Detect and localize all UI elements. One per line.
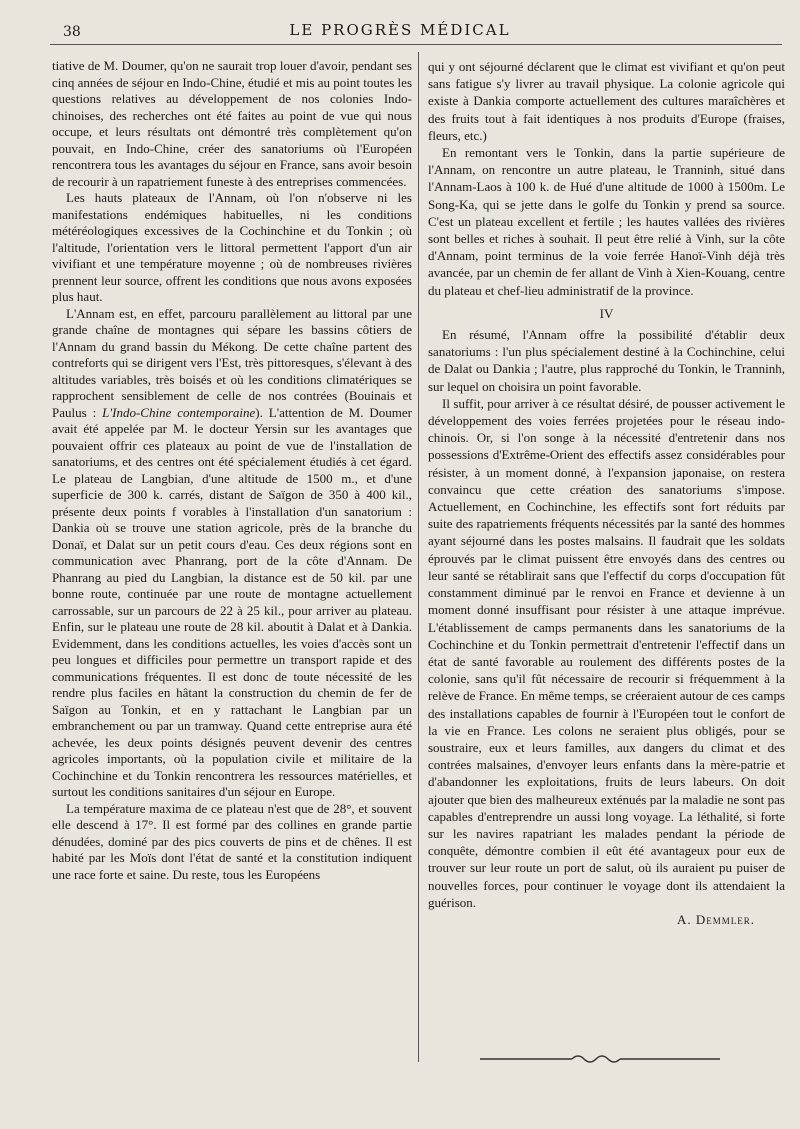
- page-number: 38: [63, 24, 81, 40]
- paragraph-text: ). L'attention de M. Doumer avait été appelée par M. le docteur Yersin sur les avantages que pouvaient offrir ces plateaux au point de vue de l'installation de sanatoriums, et des centres ont été spécialement étudiés à cet égard. Le plateau de Langbian, d'une altitude de 1500 m., et d'une superficie de 300 k. carrés, distant de Saïgon de 350 à 400 kil., présente deux points f vorables à l'installation d'un sanatorium : Dankia où se trouve une station agricole, près de la branche du Donaï, et Dalat sur un petit cours d'eau. Ces deux régions sont en communication avec Phanrang, port de la côte d'Annam. De Phanrang au pied du Langbian, la distance est de 50 kil. par une bonne route, continuée par une route de montagne actuellement carrossable, sur un parcours de 22 à 25 kil., pour arriver au plateau. Enfin, sur le plateau une route de 28 kil. aboutit à Dalat et à Dankia. Evidemment, dans les conditions actuelles, les voies d'accès sont un peu longues et difficiles pour permettre un transport rapide et des communications fréquentes. Il est donc de toute nécessité de les rendre plus faciles en hâtant la construction du chemin de fer de Saïgon au Tonkin, et en y rattachant le Langbian par un embranchement ou par un tramway. Quand cette entreprise aura été achevée, les deux points désignés peuvent devenir des centres agricoles importants, où la population civile et militaire de la Cochinchine et du Tonkin rencontrera les ressources matérielles, et surtout les conditions sanitaires d'un séjour en Europe.: [52, 404, 413, 799]
- book-title: L'Indo-Chine contemporaine: [102, 404, 256, 420]
- page-header: [0, 0, 800, 46]
- running-title: LE PROGRÈS MÉDICAL: [289, 21, 511, 39]
- right-column: [428, 58, 785, 1058]
- author-signature: A. Demmler.: [676, 911, 755, 927]
- paragraph: La température maxima de ce plateau n'est que de 28°, et souvent elle descend à 17°. Il est formé par des collines en grande partie dénudées, dominé par des pics couverts de pins et de chênes. Il est habité par les Moïs dont l'état de santé et la constitution indiquent une race forte et saine. Du reste, tous les Européens: [52, 800, 412, 882]
- left-column: [52, 58, 412, 1068]
- paragraph: Il suffit, pour arriver à ce résultat désiré, de pousser activement le développement des voies ferrées projetées pour le réseau indo-chinois. Or, si l'on songe à la nécessité d'entretenir dans nos possessions d'Extrême-Orient des effectifs assez considérables pour résister, à un moment donné, à l'expansion japonaise, on restera convaincu que cette création des sanatoriums s'impose. Actuellement, en Cochinchine, les effectifs sont fort réduits par suite des rapatriements fréquents nécessités par la santé des hommes ayant séjourné dans les postes malsains. Il faudrait que les soldats éprouvés par le climat puissent être envoyés dans des centres ou leur santé se rétablirait sans que l'effectif du corps d'occupation fût constamment diminué par le renvoi en France et devienne à un moment donné insuffisant pour résister à une attaque imprévue. L'établissement de camps permanents dans les sanatoriums de la Cochinchine et du Tonkin permettrait d'entretenir l'effectif dans un état de santé favorable au roulement des différents postes de la colonie, sans qu'il fût nécessaire de recourir si fréquemment à la relève de France. En même temps, se créeraient autour de ces camps des installations capables de fournir à l'Européen tout le confort de la vie en France. Les colons ne seraient plus obligés, pour se soustraire, eux et leurs familles, aux dangers du climat et des contrées malsaines, d'envoyer leurs enfants dans la mère-patrie et d'abandonner les exploitations, fruits de leurs labeurs. On doit ajouter que bien des malheureux exténués par la maladie ne sont pas capables d'entreprendre un aussi long voyage. La léthalité, si forte sur les navires rapatriant les malades pendant la période de conquête, démontre combien il eût été avantageux pour eux de trouver sur leur route un port de salut, où ils auraient pu puiser de nouvelles forces, pour continuer le voyage dont ils attendaient la guérison.: [428, 395, 785, 910]
- end-ornament: [480, 1052, 720, 1066]
- paragraph: tiative de M. Doumer, qu'on ne saurait trop louer d'avoir, pendant ses cinq années de séjour en Indo-Chine, étudié et mis au point toutes les questions relatives au développement de nos colonies Indo-chinoises, des recherches ont été faites au point de vue qui nous occupe, et leurs résultats ont démontré très complètement qu'on pouvait, en Indo-Chine, créer des sanatoriums où l'Européen rencontrera tous les avantages du séjour en France, sans avoir besoin de recourir à un rapatriement funeste à des entreprises commencées.: [52, 58, 412, 189]
- paragraph-text: L'Annam est, en effet, parcouru parallèlement au littoral par une grande chaîne de montagnes qui sépare les bassins côtiers de l'Annam du grand bassin du Mékong. De cette chaîne partent des contreforts qui se dirigent vers l'Est, très pittoresques, s'élevant à des altitudes variables, très boisés et où les conditions climatériques se rapprochent sensiblement de celle de nos contrées (Bouinais et Paulus :: [52, 305, 412, 420]
- section-number: IV: [599, 305, 614, 321]
- paragraph: Les hauts plateaux de l'Annam, où l'on n'observe ni les manifestations endémiques habituelles, ni les conditions météréologiques excessives de la Cochinchine et du Tonkin ; où l'altitude, l'orientation vers le littoral permettent l'apport d'un air vivifiant et une température moyenne ; où de nombreuses rivières prennent leur source, offrent les conditions que nous avons exposées plus haut.: [52, 190, 412, 304]
- paragraph: qui y ont séjourné déclarent que le climat est vivifiant et qu'on peut sans fatigue s'y livrer au travail physique. La colonie agricole qui existe à Dankia comporte actuellement des cultures maraîchères et des fruits tout à fait identiques à nos produits d'Europe (fraises, fleurs, etc.): [428, 59, 785, 143]
- header-rule: [50, 44, 782, 45]
- paragraph: En résumé, l'Annam offre la possibilité d'établir deux sanatoriums : l'un plus spécialement destiné à la Cochinchine, celui de Dalat ou Dankia ; l'autre, plus rapproché du Tonkin, le Tranninh, sur lequel on choisira un point favorable.: [428, 327, 785, 394]
- paragraph: En remontant vers le Tonkin, dans la partie supérieure de l'Annam, on rencontre un autre plateau, le Tranninh, situé dans l'Annam-Laos à 100 k. de Hué d'une altitude de 1000 à 1500m. Le Song-Ka, qui se jette dans le golfe du Tonkin y prend sa source. C'est un plateau excellent et fertile ; les hautes vallées des rivières sont belles et riches à souhait. Il peut être relié à Vinh, sur la côte d'Annam, point terminus de la voie ferrée Hanoï-Vinh déjà très avancée, par un chemin de fer allant de Vinh à Xien-Kouang, centre du plateau et chef-lieu administratif de la province.: [428, 145, 785, 298]
- paragraph: [52, 306, 412, 801]
- column-divider: [418, 52, 419, 1062]
